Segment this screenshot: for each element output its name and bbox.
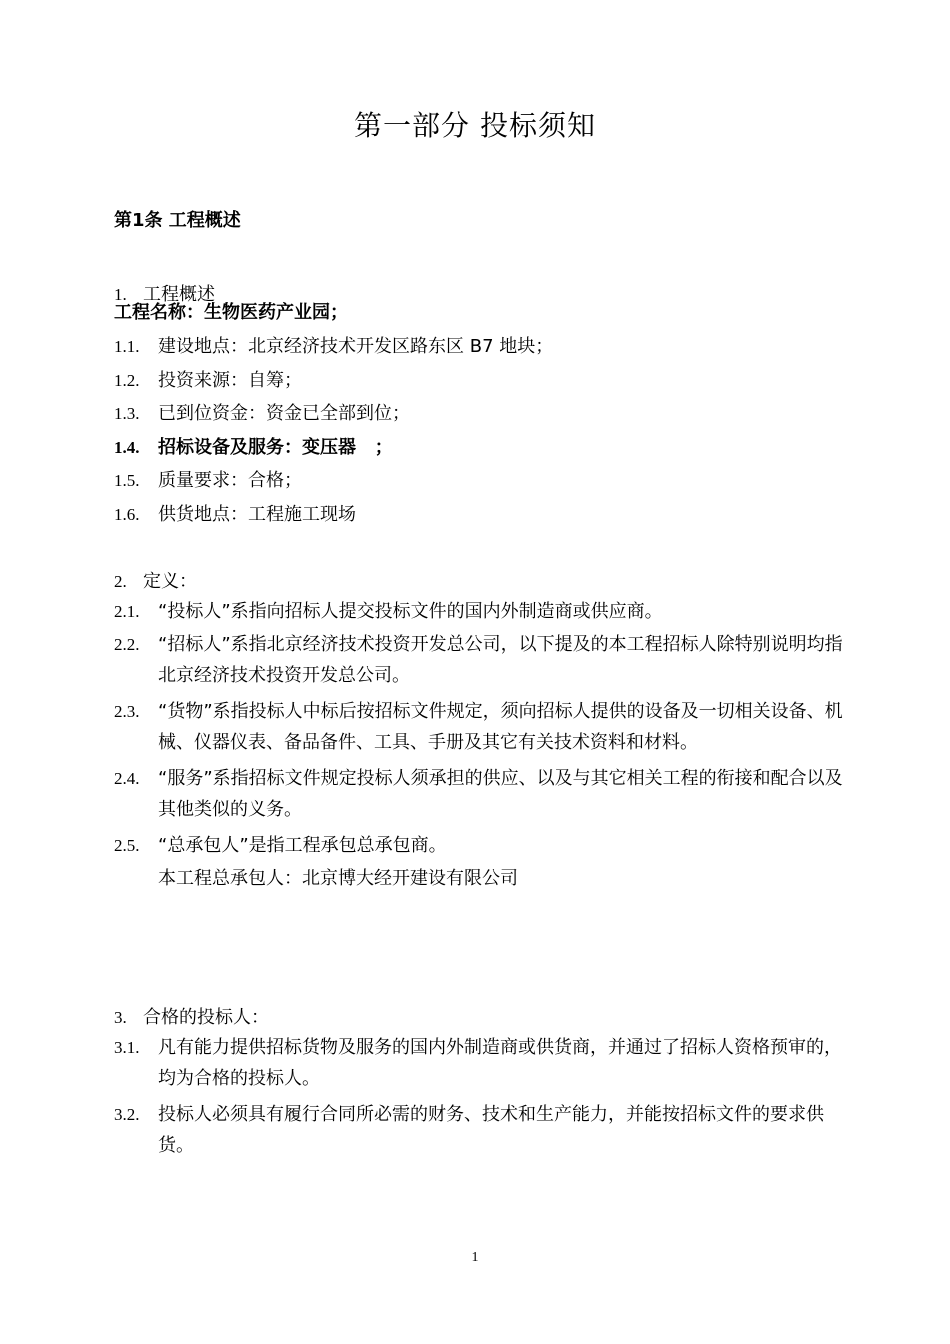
- section-number: 2.: [114, 572, 127, 591]
- list-item: [114, 1032, 844, 1094]
- contractor-note: 本工程总承包人：北京博大经开建设有限公司: [158, 868, 518, 889]
- item-text: 已到位资金：资金已全部到位；: [158, 403, 410, 424]
- item-text: “投标人”系指向招标人提交投标文件的国内外制造商或供应商。: [158, 601, 663, 622]
- page-number: 1: [471, 1250, 479, 1265]
- section-3-heading: [114, 1003, 269, 1029]
- list-item: [114, 763, 844, 825]
- item-text: 供货地点：工程施工现场: [158, 504, 356, 525]
- item-text: “货物”系指投标人中标后按招标文件规定，须向招标人提供的设备及一切相关设备、机械、仪器仪表、备品备件、工具、手册及其它有关技术资料和材料。: [158, 701, 843, 753]
- item-text: “服务”系指招标文件规定投标人须承担的供应、以及与其它相关工程的衔接和配合以及其他类似的义务。: [158, 768, 843, 820]
- item-text: “总承包人”是指工程承包总承包商。: [158, 835, 447, 856]
- item-text: 凡有能力提供招标货物及服务的国内外制造商或供货商，并通过了招标人资格预审的，均为合格的投标人。: [158, 1037, 842, 1089]
- item-number: 1.5.: [114, 471, 140, 490]
- section-number: 3.: [114, 1008, 127, 1027]
- section-title: 合格的投标人：: [143, 1007, 269, 1028]
- section-title: 工程概述: [143, 284, 215, 305]
- item-number: 1.6.: [114, 505, 140, 524]
- list-item: [114, 500, 356, 526]
- section-title: 定义：: [143, 571, 197, 592]
- item-text: 招标设备及服务：变压器 ；: [158, 437, 393, 458]
- list-item: [114, 629, 844, 691]
- section-number: 1.: [114, 285, 127, 304]
- item-number: 3.1.: [114, 1038, 140, 1057]
- item-number: 2.4.: [114, 769, 140, 788]
- item-number: 1.4.: [114, 438, 140, 457]
- list-item: [114, 332, 553, 358]
- item-number: 1.2.: [114, 371, 140, 390]
- item-number: 2.3.: [114, 702, 140, 721]
- page-title: 第一部分 投标须知: [354, 109, 596, 142]
- item-number: 2.2.: [114, 635, 140, 654]
- item-text: 投标人必须具有履行合同所必需的财务、技术和生产能力，并能按招标文件的要求供货。: [158, 1104, 824, 1156]
- item-number: 2.5.: [114, 836, 140, 855]
- list-item: [114, 596, 844, 627]
- article-heading: 第1条 工程概述: [114, 210, 241, 231]
- item-number: 1.1.: [114, 337, 140, 356]
- item-text: 投资来源：自筹；: [158, 370, 302, 391]
- list-item: [114, 399, 410, 425]
- project-name: 工程名称：生物医药产业园；: [114, 302, 348, 323]
- list-item: [114, 830, 844, 861]
- item-text: “招标人”系指北京经济技术投资开发总公司，以下提及的本工程招标人除特别说明均指北京经济技术投资开发总公司。: [158, 634, 843, 686]
- item-number: 2.1.: [114, 602, 140, 621]
- item-number: 1.3.: [114, 404, 140, 423]
- item-number: 3.2.: [114, 1105, 140, 1124]
- list-item: [114, 466, 302, 492]
- item-text: 质量要求：合格；: [158, 470, 302, 491]
- list-item: [114, 366, 302, 392]
- list-item: [114, 433, 393, 459]
- list-item: [114, 1099, 844, 1161]
- section-2-heading: [114, 567, 197, 593]
- list-item: [114, 696, 844, 758]
- item-text: 建设地点：北京经济技术开发区路东区 B7 地块；: [158, 336, 554, 357]
